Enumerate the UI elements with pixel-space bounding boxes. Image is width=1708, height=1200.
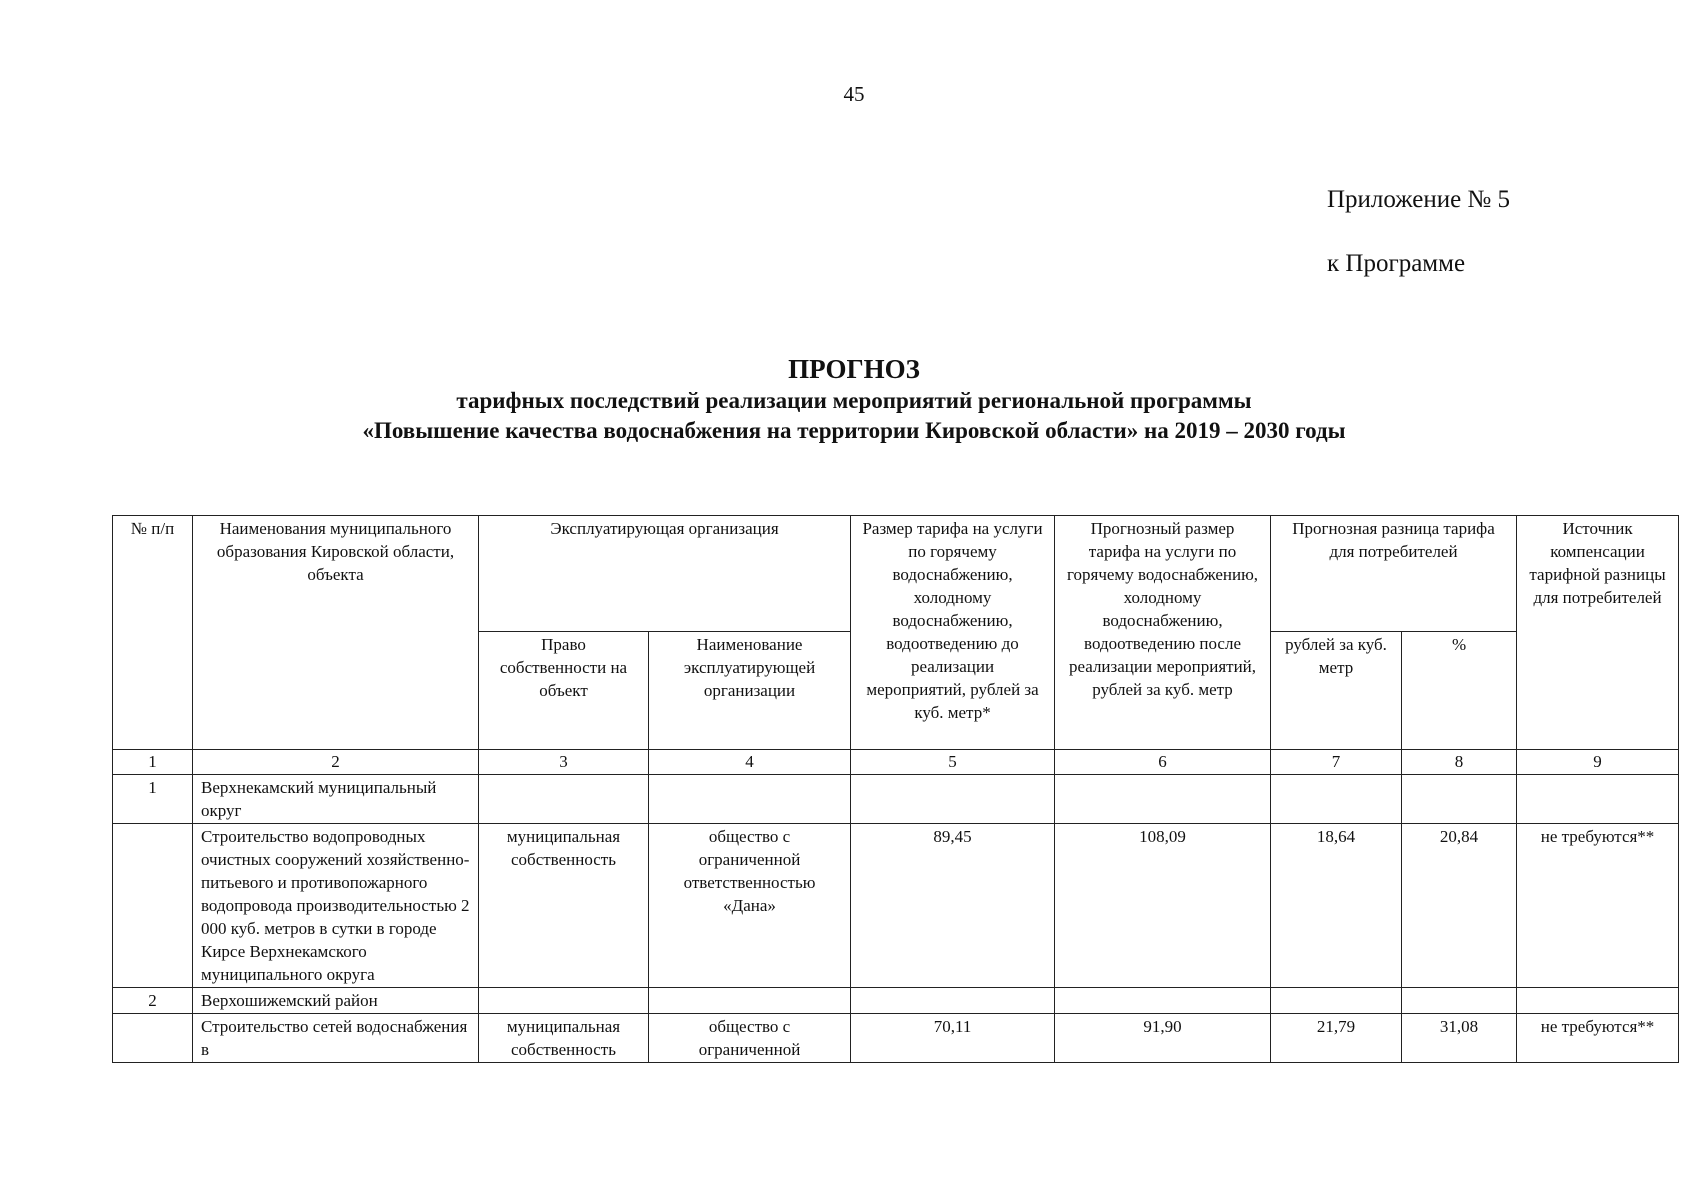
object-source: не требуются** (1517, 824, 1679, 988)
object-diff-pct: 20,84 (1402, 824, 1517, 988)
row-number: 2 (113, 988, 193, 1014)
header-org: Эксплуатирующая организация (479, 516, 851, 632)
header-tariff-before: Размер тарифа на услуги по горячему водоснабжению, холодному водоснабжению, водоотведению до реализации мероприятий, рублей за куб. метр* (851, 516, 1055, 750)
row-number: 1 (113, 775, 193, 824)
object-tariff-after: 108,09 (1055, 824, 1271, 988)
district-row (113, 775, 1679, 824)
appendix-number: Приложение № 5 (1327, 186, 1511, 213)
forecast-table (112, 515, 1679, 1063)
header-org-name: Наименование эксплуатирующей организации (649, 632, 851, 750)
empty-cell (1517, 775, 1679, 824)
header-tariff-after: Прогнозный размер тарифа на услуги по горячему водоснабжению, холодному водоснабжению, водоотведению после реализации мероприятий, рублей за куб. метр (1055, 516, 1271, 750)
column-number: 4 (649, 750, 851, 775)
object-diff-rub: 18,64 (1271, 824, 1402, 988)
empty-cell (479, 775, 649, 824)
header-diff: Прогнозная разница тарифа для потребителей (1271, 516, 1517, 632)
appendix-program: к Программе (1327, 250, 1466, 277)
header-ownership: Право собственности на объект (479, 632, 649, 750)
empty-cell (1402, 775, 1517, 824)
empty-cell (1402, 988, 1517, 1014)
district-name: Верхошижемский район (193, 988, 479, 1014)
empty-cell (113, 824, 193, 988)
column-number: 1 (113, 750, 193, 775)
column-number-row (113, 750, 1679, 775)
column-number: 5 (851, 750, 1055, 775)
object-org-name: общество с ограниченной ответственностью «Дана» (649, 824, 851, 988)
object-row (113, 1014, 1679, 1063)
empty-cell (113, 1014, 193, 1063)
header-diff-rub: рублей за куб. метр (1271, 632, 1402, 750)
object-source: не требуются** (1517, 1014, 1679, 1063)
column-number: 8 (1402, 750, 1517, 775)
empty-cell (1055, 775, 1271, 824)
column-number: 9 (1517, 750, 1679, 775)
district-name: Верхнекамский муниципальный округ (193, 775, 479, 824)
title-program-name: «Повышение качества водоснабжения на территории Кировской области» на 2019 – 2030 годы (362, 418, 1346, 443)
object-row (113, 824, 1679, 988)
object-name: Строительство сетей водоснабжения в (193, 1014, 479, 1063)
object-diff-rub: 21,79 (1271, 1014, 1402, 1063)
empty-cell (1271, 988, 1402, 1014)
empty-cell (649, 775, 851, 824)
object-tariff-after: 91,90 (1055, 1014, 1271, 1063)
header-diff-pct: % (1402, 632, 1517, 750)
empty-cell (479, 988, 649, 1014)
document-title (0, 352, 1708, 446)
header-row-1 (113, 516, 1679, 632)
column-number: 3 (479, 750, 649, 775)
object-name: Строительство водопроводных очистных сооружений хозяйственно-питьевого и противопожарного водопровода производительностью 2 000 куб. метров в сутки в городе Кирсе Верхнекамского муниципального округа (193, 824, 479, 988)
title-heading: ПРОГНОЗ (788, 354, 920, 384)
object-ownership: муниципальная собственность (479, 824, 649, 988)
column-number: 6 (1055, 750, 1271, 775)
object-tariff-before: 70,11 (851, 1014, 1055, 1063)
empty-cell (851, 988, 1055, 1014)
header-num: № п/п (113, 516, 193, 750)
object-ownership: муниципальная собственность (479, 1014, 649, 1063)
column-number: 7 (1271, 750, 1402, 775)
title-subline: тарифных последствий реализации мероприятий региональной программы (456, 388, 1252, 413)
empty-cell (1055, 988, 1271, 1014)
empty-cell (851, 775, 1055, 824)
page-number: 45 (843, 82, 865, 106)
object-tariff-before: 89,45 (851, 824, 1055, 988)
empty-cell (1517, 988, 1679, 1014)
header-source: Источник компенсации тарифной разницы для потребителей (1517, 516, 1679, 750)
object-org-name: общество с ограниченной (649, 1014, 851, 1063)
column-number: 2 (193, 750, 479, 775)
empty-cell (1271, 775, 1402, 824)
district-row (113, 988, 1679, 1014)
object-diff-pct: 31,08 (1402, 1014, 1517, 1063)
header-name: Наименования муниципального образования Кировской области, объекта (193, 516, 479, 750)
empty-cell (649, 988, 851, 1014)
